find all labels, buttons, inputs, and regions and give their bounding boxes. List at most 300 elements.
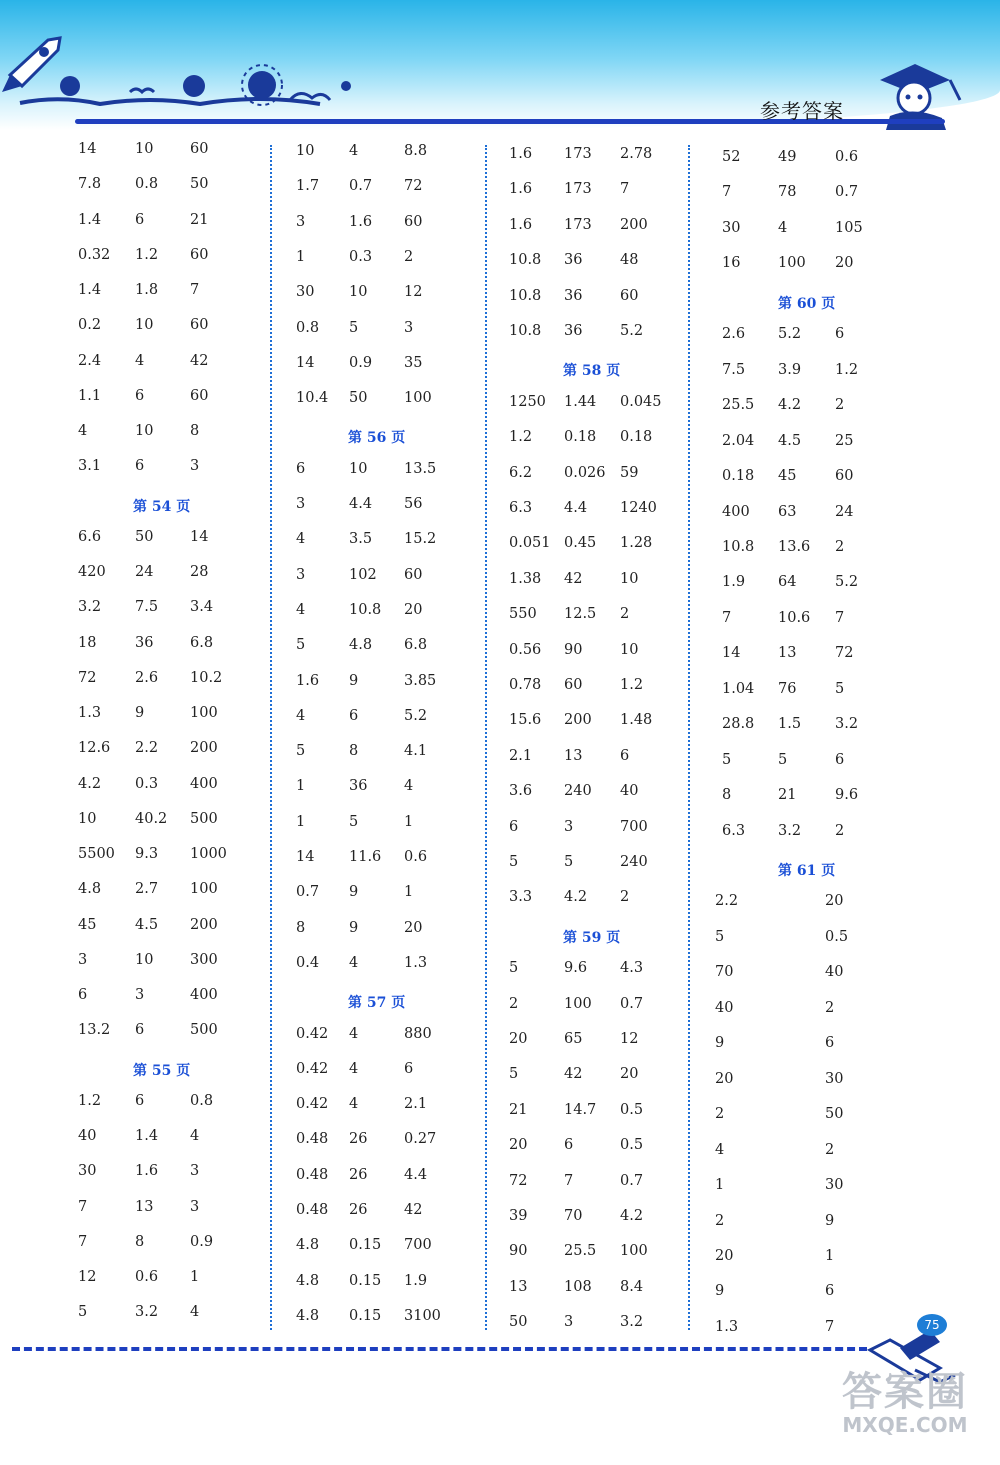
answer-value: 3 — [564, 1314, 574, 1331]
answer-value: 1.3 — [78, 705, 102, 721]
answer-value: 100 — [404, 390, 432, 407]
answer-value: 0.5 — [620, 1101, 644, 1118]
answer-value: 40.2 — [135, 810, 168, 827]
answer-value: 10.8 — [722, 538, 755, 555]
answer-value: 3.6 — [509, 783, 533, 800]
answer-value: 5 — [835, 680, 845, 697]
answer-value: 0.8 — [190, 1092, 214, 1109]
answer-value: 3.2 — [835, 716, 859, 733]
answer-value: 6 — [135, 387, 145, 404]
answer-value: 10 — [296, 143, 315, 159]
answer-value: 4 — [349, 954, 359, 971]
answer-value: 420 — [78, 564, 106, 580]
answer-value: 4.3 — [620, 960, 644, 977]
answer-value: 0.7 — [620, 1172, 644, 1189]
answer-value: 4 — [190, 1304, 200, 1321]
answer-value: 7 — [620, 181, 630, 198]
page-section-heading: 第 60 页 — [778, 295, 836, 312]
answer-value: 1 — [296, 778, 306, 795]
planet-icon — [60, 76, 80, 96]
watermark-logo: 答案圈 — [842, 1369, 968, 1415]
answer-value: 50 — [349, 390, 368, 407]
answer-value: 4 — [349, 143, 359, 159]
answer-value: 0.3 — [135, 775, 159, 792]
answer-value: 5 — [778, 751, 788, 768]
answer-value: 1.6 — [349, 213, 373, 230]
answer-value: 4 — [296, 707, 306, 724]
answer-value: 8 — [190, 423, 200, 439]
answer-value: 3.2 — [78, 599, 102, 616]
answer-value: 0.42 — [296, 1060, 329, 1077]
answer-value: 6 — [296, 460, 306, 477]
answer-value: 42 — [564, 1066, 583, 1083]
answer-value: 36 — [564, 287, 583, 304]
answer-value: 4 — [296, 601, 306, 618]
answer-value: 4.8 — [78, 881, 102, 898]
answer-value: 5 — [296, 637, 306, 654]
answer-value: 15.2 — [404, 531, 437, 548]
answer-value: 4.8 — [296, 1237, 320, 1254]
answer-value: 0.051 — [509, 535, 551, 552]
answer-value: 3.4 — [190, 599, 214, 616]
answer-value: 10.2 — [190, 669, 223, 686]
answer-value: 4 — [190, 1128, 200, 1144]
answer-value: 9 — [715, 1035, 725, 1052]
answer-value: 30 — [825, 1070, 844, 1087]
answer-value: 10.8 — [509, 287, 542, 304]
answer-value: 102 — [349, 566, 377, 583]
page-section-heading: 第 55 页 — [133, 1062, 191, 1079]
answer-value: 1.4 — [78, 211, 102, 228]
answer-value: 20 — [715, 1070, 734, 1087]
answer-value: 48 — [620, 252, 639, 269]
answer-value: 1.8 — [135, 282, 159, 298]
answer-value: 100 — [190, 705, 218, 721]
answer-value: 16 — [722, 255, 741, 272]
answer-value: 60 — [190, 387, 209, 404]
answer-value: 5 — [349, 319, 359, 336]
watermark — [820, 1370, 990, 1436]
answer-value: 7 — [825, 1318, 835, 1335]
answer-value: 7.8 — [78, 176, 102, 193]
answer-value: 3 — [296, 496, 306, 512]
answer-value: 5 — [509, 854, 519, 870]
answer-value: 1.04 — [722, 680, 755, 697]
answer-value: 9.6 — [835, 787, 859, 804]
answer-value: 36 — [564, 252, 583, 269]
answer-value: 60 — [835, 468, 854, 485]
answer-value: 0.18 — [564, 429, 597, 446]
answer-value: 0.18 — [722, 468, 755, 485]
page-section-heading: 第 57 页 — [348, 995, 406, 1012]
answer-value: 2 — [835, 538, 845, 555]
answer-value: 2.4 — [78, 352, 102, 369]
answer-value: 76 — [778, 680, 797, 697]
answer-value: 28 — [190, 564, 209, 580]
answer-value: 0.42 — [296, 1096, 329, 1113]
answer-value: 26 — [349, 1202, 368, 1218]
footer-divider — [12, 1347, 867, 1351]
answer-value: 0.48 — [296, 1202, 329, 1218]
answer-value: 21 — [190, 211, 209, 228]
answer-value: 6 — [135, 1092, 145, 1109]
answer-value: 0.7 — [296, 884, 320, 901]
answer-value: 2 — [715, 1212, 725, 1229]
answer-value: 10.6 — [778, 609, 811, 626]
answer-value: 6 — [835, 751, 845, 768]
answer-value: 2 — [404, 248, 414, 265]
answer-value: 28.8 — [722, 716, 755, 733]
answer-value: 3.2 — [135, 1304, 159, 1321]
answer-value: 36 — [564, 323, 583, 339]
page-section-heading: 第 61 页 — [778, 863, 836, 879]
answer-value: 25.5 — [564, 1243, 597, 1260]
answer-value: 880 — [404, 1025, 432, 1042]
answer-value: 1.2 — [835, 361, 859, 378]
answer-value: 240 — [564, 783, 592, 800]
answer-value: 3 — [564, 818, 574, 835]
answer-value: 2 — [835, 397, 845, 414]
answer-value: 26 — [349, 1166, 368, 1183]
answer-value: 100 — [778, 255, 806, 272]
answer-value: 3 — [404, 319, 414, 336]
answer-value: 7 — [78, 1233, 88, 1250]
answer-value: 0.15 — [349, 1272, 382, 1289]
answer-value: 72 — [404, 178, 423, 195]
answer-value: 4 — [78, 423, 88, 439]
answer-value: 72 — [78, 669, 97, 686]
answer-value: 5500 — [78, 846, 115, 862]
answer-value: 7 — [722, 184, 732, 201]
answer-value: 26 — [349, 1131, 368, 1148]
answer-value: 0.9 — [190, 1233, 214, 1250]
answer-value: 0.026 — [564, 464, 606, 481]
answer-value: 52 — [722, 149, 741, 165]
answer-value: 0.42 — [296, 1025, 329, 1042]
answer-value: 90 — [564, 641, 583, 658]
answer-value: 10 — [349, 460, 368, 477]
answer-value: 3.5 — [349, 531, 373, 548]
answer-value: 3.3 — [509, 889, 533, 906]
answer-value: 60 — [190, 141, 209, 157]
answer-value: 4 — [296, 531, 306, 548]
answer-value: 10.8 — [509, 323, 542, 339]
answer-value: 45 — [78, 916, 97, 933]
answer-value: 5 — [715, 928, 725, 945]
answer-value: 9.3 — [135, 846, 159, 862]
answer-value: 6 — [564, 1137, 574, 1154]
answer-value: 0.7 — [620, 995, 644, 1012]
answer-value: 10.8 — [509, 252, 542, 269]
answer-value: 2 — [825, 1141, 835, 1158]
answer-value: 4.8 — [296, 1272, 320, 1289]
answer-value: 4.4 — [349, 496, 373, 512]
answer-value: 8 — [349, 743, 359, 760]
answer-value: 13 — [564, 747, 583, 764]
answer-value: 1.9 — [722, 574, 746, 591]
planet-icon — [341, 81, 351, 91]
answer-value: 173 — [564, 146, 592, 162]
answer-value: 0.7 — [349, 178, 373, 195]
answer-value: 1.2 — [135, 246, 159, 263]
answer-value: 1 — [190, 1269, 200, 1285]
answer-value: 1.44 — [564, 393, 597, 410]
answer-value: 0.045 — [620, 393, 662, 410]
answer-value: 14 — [296, 849, 315, 865]
answer-value: 4 — [715, 1141, 725, 1158]
answer-value: 4.4 — [564, 500, 588, 516]
answer-value: 30 — [296, 284, 315, 301]
answer-value: 4 — [778, 219, 788, 236]
answer-value: 12.5 — [564, 606, 597, 623]
answer-value: 13.5 — [404, 460, 437, 477]
answer-value: 14.7 — [564, 1101, 597, 1118]
answer-value: 0.32 — [78, 246, 111, 263]
answer-value: 4.8 — [349, 637, 373, 654]
answer-value: 3 — [296, 213, 306, 230]
answer-value: 0.6 — [404, 849, 428, 865]
page-section-heading: 第 56 页 — [348, 430, 406, 447]
answer-value: 6 — [78, 987, 88, 1003]
answer-value: 10 — [135, 423, 154, 439]
answer-value: 200 — [190, 740, 218, 757]
answer-value: 400 — [190, 987, 218, 1003]
answer-value: 6 — [404, 1060, 414, 1077]
answer-value: 7.5 — [135, 599, 159, 616]
answer-value: 11.6 — [349, 849, 382, 865]
answer-value: 56 — [404, 496, 423, 512]
answer-value: 0.78 — [509, 677, 542, 693]
answer-value: 0.6 — [135, 1269, 159, 1285]
column-divider — [688, 145, 690, 1330]
answer-value: 8.4 — [620, 1278, 644, 1295]
answer-value: 6.3 — [509, 500, 533, 516]
answer-value: 12.6 — [78, 740, 111, 757]
answer-value: 42 — [190, 352, 209, 369]
answer-value: 5.2 — [620, 323, 644, 339]
answer-value: 6.3 — [722, 822, 746, 839]
answer-value: 20 — [509, 1031, 528, 1047]
answer-value: 6 — [135, 458, 145, 475]
answer-value: 60 — [190, 317, 209, 334]
answer-value: 0.45 — [564, 535, 597, 552]
answer-value: 72 — [835, 645, 854, 662]
answer-value: 21 — [509, 1101, 528, 1118]
answer-value: 13.6 — [778, 538, 811, 555]
answer-value: 4 — [349, 1025, 359, 1042]
answer-value: 9 — [135, 705, 145, 721]
rocket-icon — [2, 38, 60, 92]
answer-value: 72 — [509, 1172, 528, 1189]
answer-value: 0.3 — [349, 248, 373, 265]
answer-value: 173 — [564, 181, 592, 198]
answer-value: 50 — [190, 176, 209, 193]
answer-value: 59 — [620, 464, 639, 481]
answer-value: 3 — [190, 458, 200, 475]
answer-value: 12 — [620, 1031, 639, 1047]
answer-value: 7 — [78, 1198, 88, 1215]
answer-value: 200 — [190, 916, 218, 933]
answer-value: 6 — [825, 1035, 835, 1052]
answer-value: 4.5 — [135, 916, 159, 933]
answer-value: 1.4 — [135, 1128, 159, 1144]
answer-value: 173 — [564, 216, 592, 233]
answer-value: 10 — [349, 284, 368, 301]
answer-value: 200 — [564, 712, 592, 729]
answer-value: 240 — [620, 854, 648, 870]
answer-value: 4.8 — [296, 1307, 320, 1324]
answer-value: 5 — [349, 813, 359, 830]
answer-value: 2 — [620, 889, 630, 906]
answer-value: 9 — [349, 884, 359, 901]
answer-value: 1 — [296, 248, 306, 265]
answer-value: 1 — [404, 813, 414, 830]
answer-value: 2 — [620, 606, 630, 623]
answer-value: 40 — [715, 999, 734, 1016]
answer-value: 10 — [78, 810, 97, 827]
answer-value: 4 — [349, 1060, 359, 1077]
answer-value: 40 — [78, 1128, 97, 1144]
answer-value: 1.1 — [78, 387, 102, 404]
page-title: 参考答案 — [760, 99, 844, 123]
answer-value: 42 — [564, 570, 583, 587]
answer-value: 108 — [564, 1278, 592, 1295]
answer-value: 3100 — [404, 1307, 441, 1324]
answer-value: 1.6 — [135, 1163, 159, 1180]
answer-value: 13 — [778, 645, 797, 662]
answer-value: 14 — [296, 354, 315, 371]
answer-value: 550 — [509, 606, 537, 623]
answer-value: 60 — [404, 566, 423, 583]
answer-value: 30 — [722, 219, 741, 236]
answer-value: 3.1 — [78, 458, 102, 475]
answer-value: 1.3 — [715, 1318, 739, 1335]
answer-value: 20 — [404, 919, 423, 936]
answer-value: 12 — [78, 1269, 97, 1285]
answer-value: 50 — [135, 528, 154, 545]
answer-value: 6 — [135, 211, 145, 228]
answer-value: 9 — [825, 1212, 835, 1229]
answer-value: 1.3 — [404, 954, 428, 971]
answer-value: 2.7 — [135, 881, 159, 898]
answer-value: 10 — [135, 317, 154, 334]
answer-value: 1.7 — [296, 178, 320, 195]
answer-value: 0.5 — [825, 928, 849, 945]
answer-value: 14 — [722, 645, 741, 662]
answer-value: 3.2 — [620, 1314, 644, 1331]
answer-value: 700 — [620, 818, 648, 835]
answer-value: 100 — [620, 1243, 648, 1260]
answer-value: 1.6 — [509, 216, 533, 233]
answer-value: 4 — [404, 778, 414, 795]
answer-value: 90 — [509, 1243, 528, 1260]
page-section-heading: 第 58 页 — [563, 363, 621, 380]
answer-value: 24 — [135, 564, 154, 580]
answer-value: 10.4 — [296, 390, 329, 407]
answer-value: 5 — [564, 854, 574, 870]
answer-value: 8.8 — [404, 143, 428, 159]
answer-value: 18 — [78, 634, 97, 651]
answer-value: 5 — [78, 1304, 88, 1321]
answer-value: 700 — [404, 1237, 432, 1254]
answer-value: 5 — [722, 751, 732, 768]
answer-value: 6.6 — [78, 528, 102, 545]
answer-value: 60 — [620, 287, 639, 304]
answer-value: 10 — [620, 570, 639, 587]
answer-value: 9 — [715, 1283, 725, 1300]
answer-value: 25 — [835, 432, 854, 449]
planet-icon — [183, 75, 205, 97]
answer-value: 5.2 — [835, 574, 859, 591]
answer-value: 36 — [135, 634, 154, 651]
answer-value: 2.78 — [620, 146, 653, 162]
answer-value: 1.38 — [509, 570, 542, 587]
answer-value: 12 — [404, 284, 423, 301]
banner-decoration-icon — [0, 0, 1000, 130]
answer-value: 20 — [835, 255, 854, 272]
page-number: 75 — [917, 1314, 947, 1336]
answer-value: 20 — [404, 601, 423, 618]
answer-value: 0.15 — [349, 1307, 382, 1324]
answer-value: 4.2 — [78, 775, 102, 792]
answer-value: 1 — [296, 813, 306, 830]
answer-value: 9 — [349, 672, 359, 689]
answer-value: 14 — [190, 528, 209, 545]
answer-value: 1.6 — [296, 672, 320, 689]
answer-value: 6 — [835, 326, 845, 343]
answer-value: 15.6 — [509, 712, 542, 729]
answer-value: 6.8 — [404, 637, 428, 654]
answer-value: 5.2 — [404, 707, 428, 724]
answer-value: 2.2 — [135, 740, 159, 757]
answer-value: 5 — [509, 960, 519, 977]
answer-value: 1 — [404, 884, 414, 901]
answer-value: 0.18 — [620, 429, 653, 446]
answer-value: 10 — [620, 641, 639, 658]
answer-value: 50 — [825, 1106, 844, 1123]
answer-value: 40 — [825, 964, 844, 981]
answer-value: 63 — [778, 503, 797, 520]
answer-value: 7 — [722, 609, 732, 626]
answer-value: 100 — [190, 881, 218, 898]
answer-value: 10 — [135, 141, 154, 157]
answer-value: 50 — [509, 1314, 528, 1331]
answer-value: 1.2 — [509, 429, 533, 446]
answer-value: 3 — [78, 951, 88, 968]
answer-value: 2.04 — [722, 432, 755, 449]
answer-value: 400 — [722, 503, 750, 520]
answer-value: 6 — [135, 1022, 145, 1039]
answer-value: 0.15 — [349, 1237, 382, 1254]
answer-value: 45 — [778, 468, 797, 485]
answer-value: 49 — [778, 149, 797, 165]
answer-value: 20 — [825, 893, 844, 910]
answer-value: 10 — [135, 951, 154, 968]
answer-value: 1 — [825, 1247, 835, 1264]
answer-value: 30 — [78, 1163, 97, 1180]
answer-value: 7 — [835, 609, 845, 626]
answer-value: 1.5 — [778, 716, 802, 733]
answer-value: 4.4 — [404, 1166, 428, 1183]
answer-value: 5 — [296, 743, 306, 760]
answer-value: 6 — [825, 1283, 835, 1300]
answer-value: 1.4 — [78, 282, 102, 298]
answer-value: 2.6 — [135, 669, 159, 686]
answer-value: 24 — [835, 503, 854, 520]
answer-value: 6 — [349, 707, 359, 724]
answer-value: 0.56 — [509, 641, 542, 658]
answer-value: 5 — [509, 1066, 519, 1083]
